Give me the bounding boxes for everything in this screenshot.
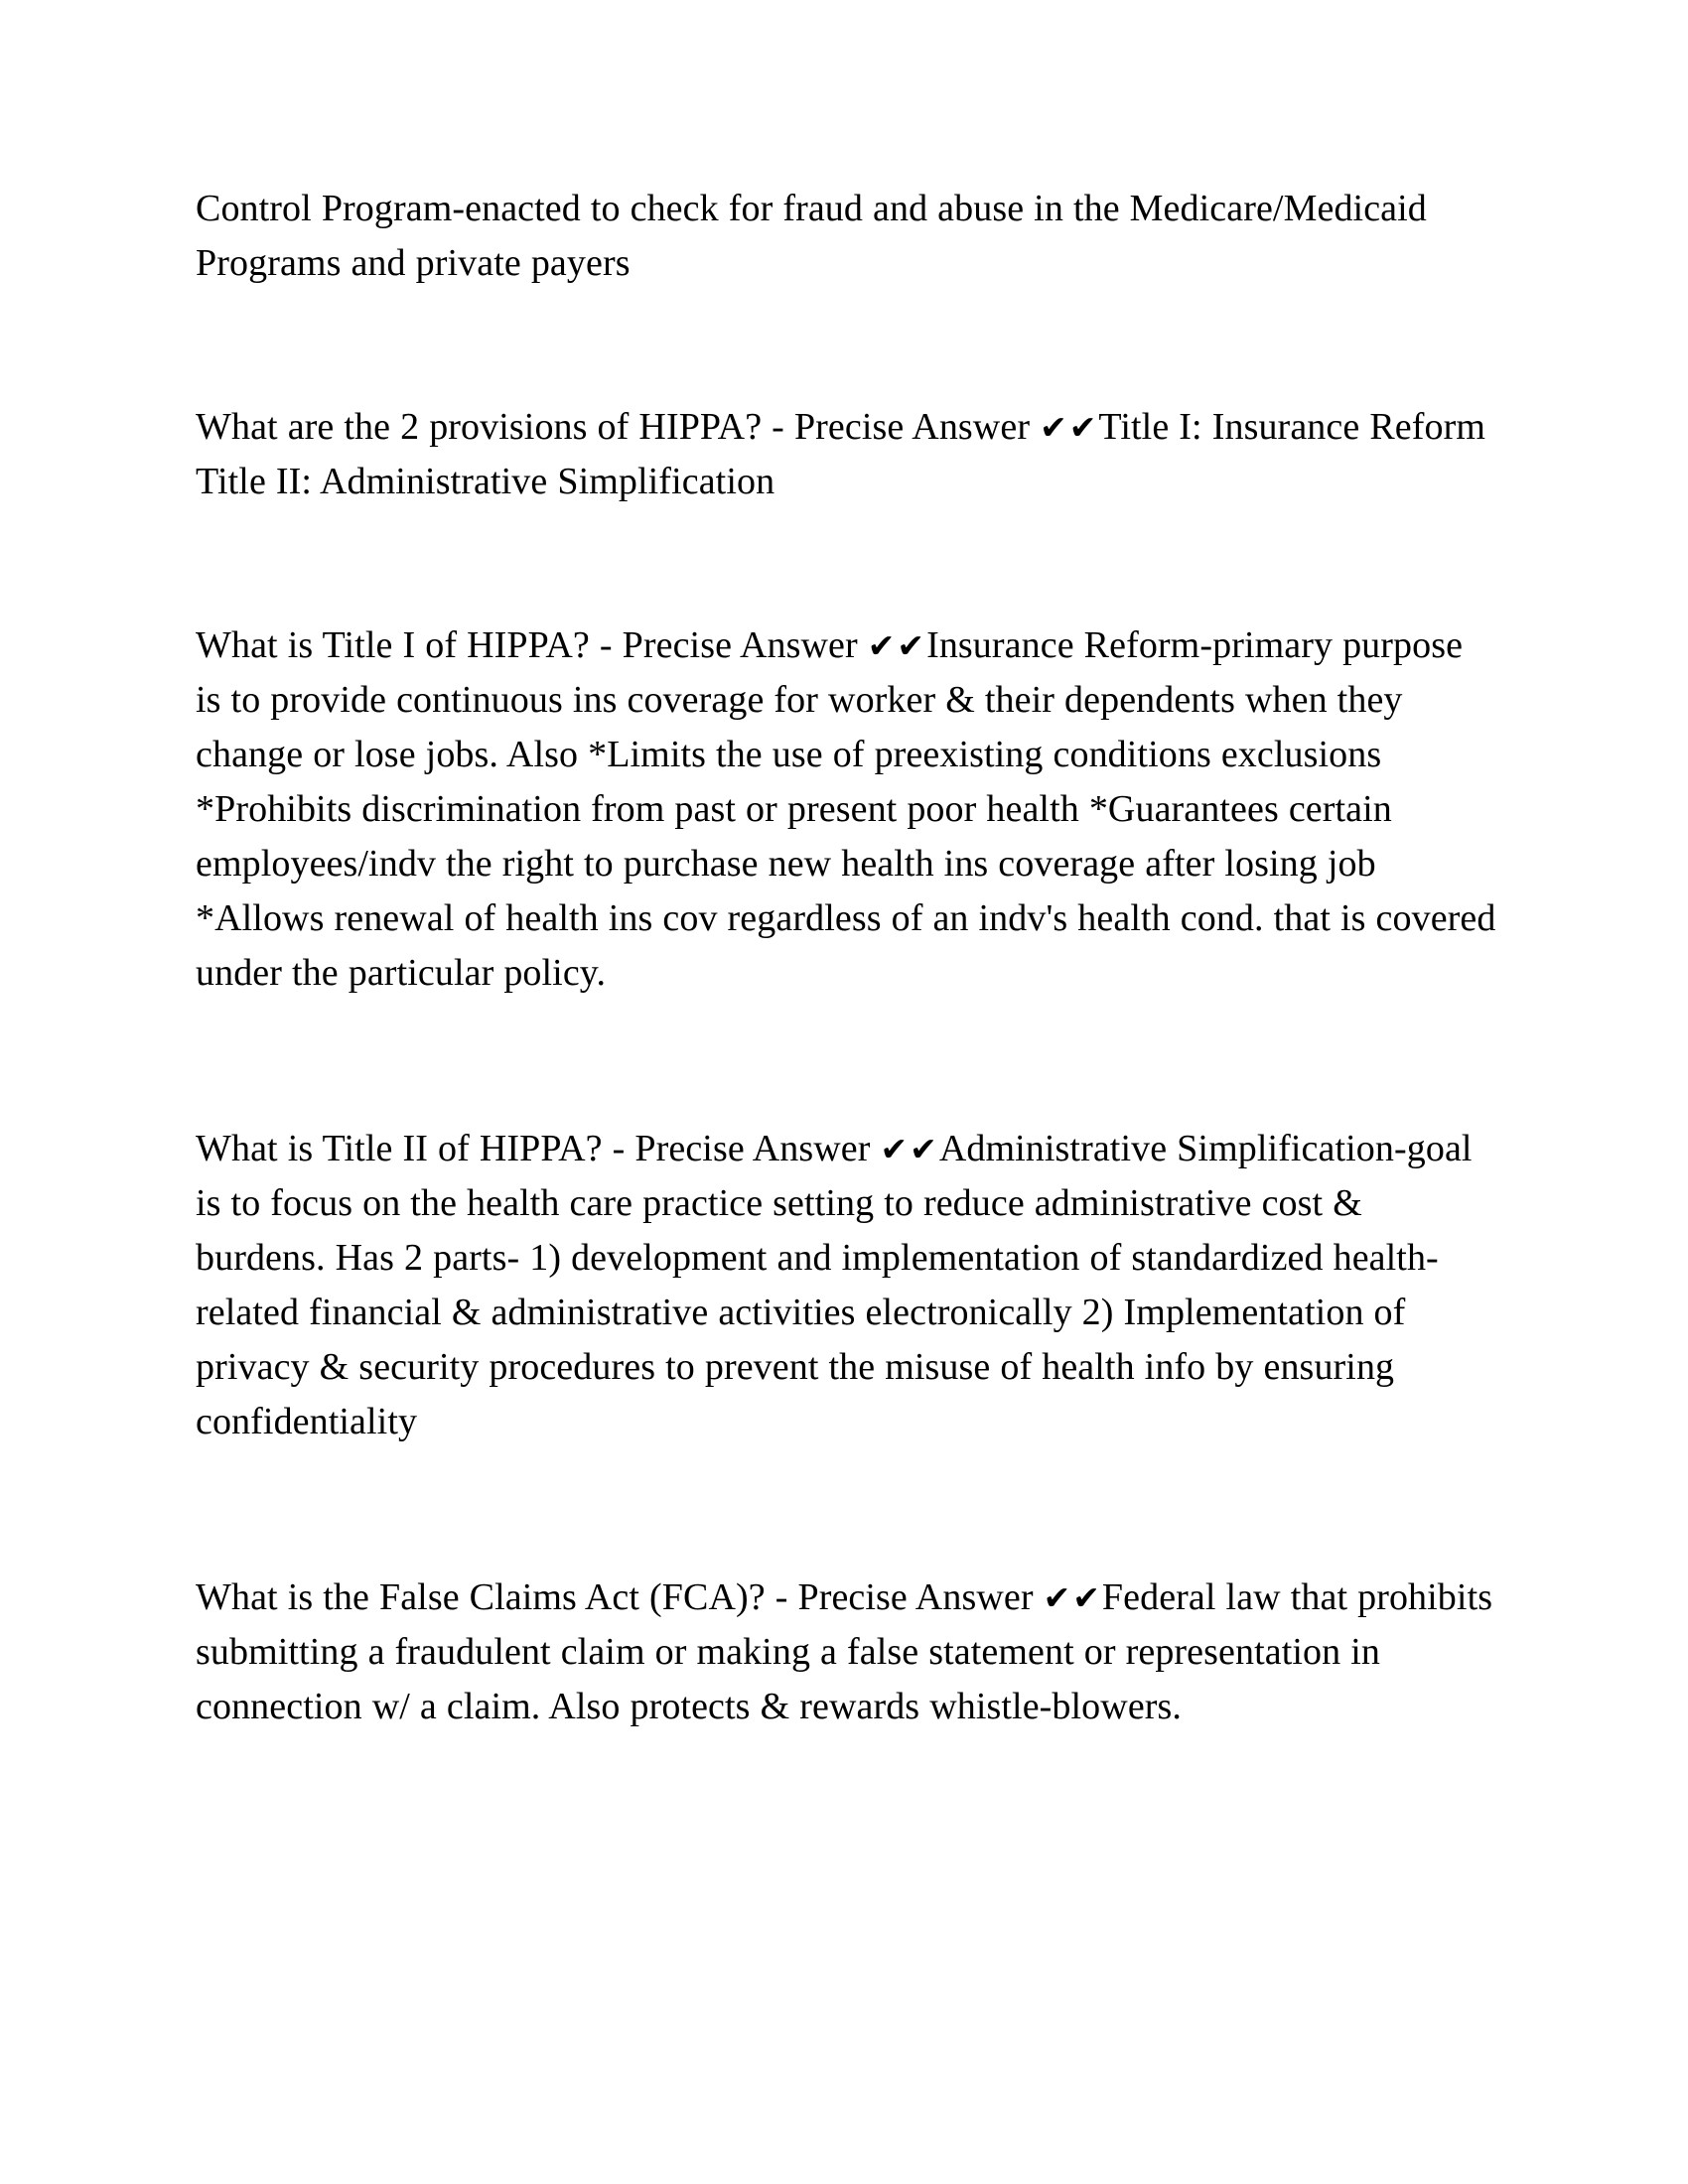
block-spacer [196, 1449, 1496, 1570]
qa-title-two [196, 1122, 1496, 1449]
answer-text-false-claims-act: Federal law that prohibits submitting a fraudulent claim or making a false statement or representation in connection w/ a claim. Also protects & rewards whistle-blowers. [196, 1576, 1493, 1727]
answer-text-provisions: Title I: Insurance Reform [1098, 406, 1485, 448]
qa-title-one [196, 618, 1496, 1001]
paragraph-intro-continuation: Control Program-enacted to check for fraud and abuse in the Medicare/Medicaid Programs and private payers [196, 188, 1427, 284]
question-text-false-claims-act: What is the False Claims Act (FCA)? - Precise Answer [196, 1576, 1044, 1618]
question-text-provisions: What are the 2 provisions of HIPPA? - Precise Answer [196, 406, 1041, 448]
question-text-title-two: What is Title II of HIPPA? - Precise Answer [196, 1128, 881, 1169]
block-spacer [196, 509, 1496, 618]
double-check-mark-icon: ✔✔ [880, 1130, 939, 1168]
double-check-mark-icon: ✔✔ [867, 626, 927, 665]
question-text-title-one: What is Title I of HIPPA? - Precise Answer [196, 624, 868, 666]
block-spacer [196, 291, 1496, 400]
double-check-mark-icon: ✔✔ [1040, 408, 1099, 447]
double-check-mark-icon: ✔✔ [1043, 1578, 1102, 1617]
qa-provisions [196, 400, 1496, 455]
block-spacer [196, 1001, 1496, 1122]
qa-false-claims-act [196, 1570, 1496, 1734]
answer-text-provisions-line-two: Title II: Administrative Simplification [196, 461, 775, 502]
answer-text-title-two: Administrative Simplification-goal is to focus on the health care practice setting to reduce administrative cost & burdens. Has 2 parts- 1) development and implementation of standardized health-related financial & administrative activities electronically 2) Implementation of privacy & security procedures to prevent the misuse of health info by ensuring confidentiality [196, 1128, 1473, 1442]
document-body [196, 182, 1496, 1734]
answer-text-title-one: Insurance Reform-primary purpose is to provide continuous ins coverage for worker & their dependents when they change or lose jobs. Also *Limits the use of preexisting conditions exclusions *Prohibits discrimination from past or present poor health *Guarantees certain employees/indv the right to purchase new health ins coverage after losing job *Allows renewal of health ins cov regardless of an indv's health cond. that is covered under the particular policy. [196, 624, 1496, 994]
